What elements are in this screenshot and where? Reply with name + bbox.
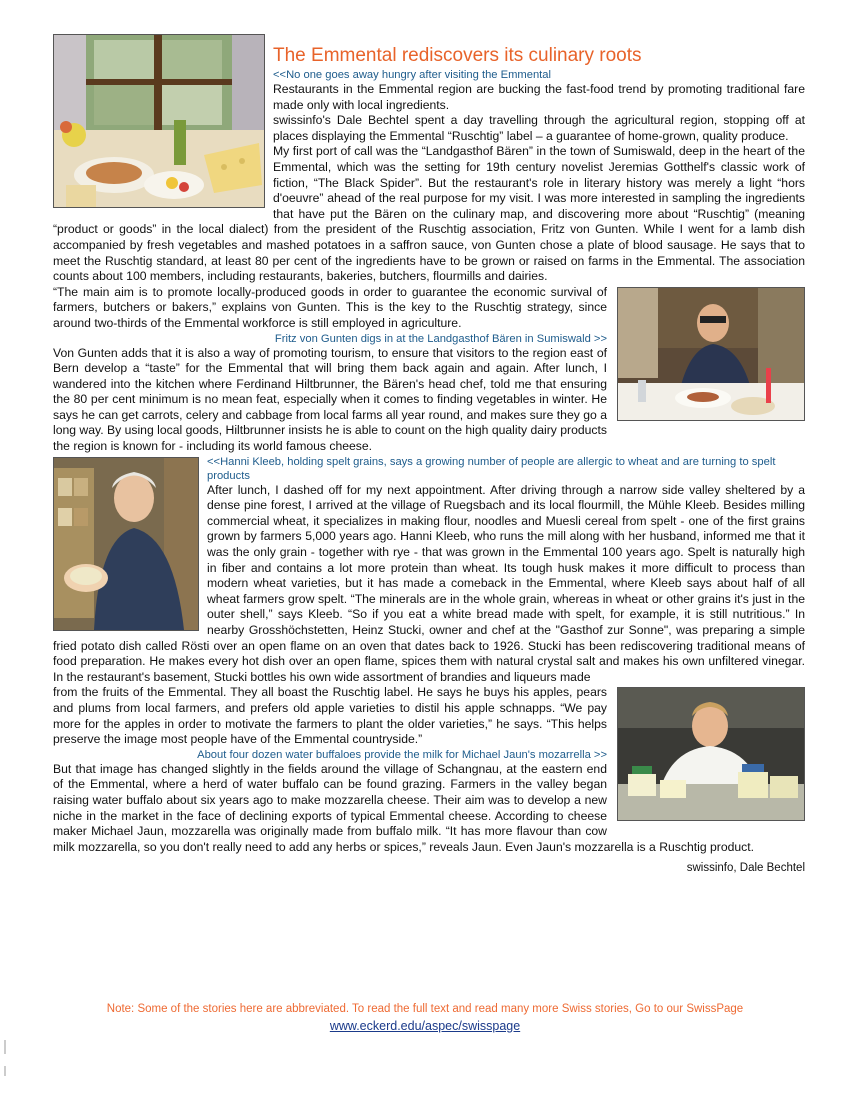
- caption-michael[interactable]: About four dozen water buffaloes provide the milk for Michael Jaun's mozarrella >>: [197, 748, 607, 761]
- footer: [0, 1002, 850, 1035]
- fritz-photo: [617, 287, 805, 421]
- food-table-photo: [53, 34, 265, 208]
- scan-artifact: [4, 1066, 6, 1076]
- article: [53, 34, 805, 877]
- footer-note: Note: Some of the stories here are abbreviated. To read the full text and read many more Swiss stories, Go to our SwissPage: [106, 1003, 744, 1015]
- scan-artifact: [4, 1040, 6, 1054]
- tourism-paragraph: Von Gunten adds that it is also a way of promoting tourism, to ensure that visitors to the region east of Bern develop a “taste” for the Emmental that will bring them back again and again. After lunch, I wandered into the kitchen where Ferdinand Hiltbrunner, the Bären's head chef, told me that ensuring the 80 per cent minimum is no mean feat, especially when it comes to finding vegetables in winter. He says he can get carrots, celery and cabbage from local farms all year round, and makes sure they go a long way. By using local goods, Hiltbrunner insists he is able to count on the high quality dairy products the region is known for - including its world famous cheese.: [53, 345, 607, 454]
- article-kicker[interactable]: <<No one goes away hungry after visiting the Emmental: [273, 69, 551, 81]
- spelt-paragraph: After lunch, I dashed off for my next appointment. After driving through a narrow side valley sheltered by a dense pine forest, I arrived at the village of Ruegsbach and its local flourmill, the Mühle Kleeb. Besides milling commercial wheat, it specializes in making flour, noodles and Muesli cereal from spelt - one of the first grains grown by farmers 5,000 years ago. Hanni Kleeb, who runs the mill along with her husband, informed me that it was the only grain - together with rye - that was grown in the Emmental 100 years ago. Spelt is naturally high in fiber and contains a lot more protein than wheat. Its tough husk makes it more difficult to process than modern wheat varieties, but it has made a comeback in the Emmental, where Kleeb says about half of all wheat farmers grow spelt. “The minerals are in the whole grain, whereas in wheat or other grains it's just in the outer shell,” says Kleeb. “So if you eat a white bread made with spelt, for example, it is still nutritious.” In nearby Grosshöchstetten, Heinz Stucki, owner and chef at the "Gasthof zur Sonne", was preparing a simple fried potato dish called Rösti over an open flame on an oven that dates back to 1926. Stucki has been rediscovering traditional means of food preparation. He makes every hot dish over an open flame, spices them with natural crystal salt and makes his own unfiltered vinegar. In the restaurant's basement, Stucki bottles his own wide assortment of brandies and liqueurs made: [53, 482, 805, 684]
- michael-jaun-image: [618, 688, 804, 820]
- hanni-kleeb-image: [54, 458, 198, 630]
- fritz-von-gunten-image: [618, 288, 804, 420]
- caption-hanni[interactable]: <<Hanni Kleeb, holding spelt grains, says a growing number of people are allergic to wheat and are turning to spelt products: [207, 455, 776, 482]
- swisspage-link[interactable]: www.eckerd.edu/aspec/swisspage: [329, 1019, 521, 1033]
- hanni-photo: [53, 457, 199, 631]
- ruschtig-aim-paragraph: “The main aim is to promote locally-produced goods in order to guarantee the economic survival of farmers, butchers or bakers,” explains von Gunten. This is the key to the Ruschtig strategy, since around two-thirds of the Emmental workforce is still employed in agriculture.: [53, 284, 607, 330]
- article-title: The Emmental rediscovers its culinary roots: [273, 45, 642, 66]
- food-table-image: [54, 35, 264, 207]
- sumiswald-paragraph: My first port of call was the “Landgasthof Bären” in the town of Sumiswald, deep in the heart of the Emmental, which was the setting for 19th century novelist Jeremias Gotthelf's classic work of fiction, “The Black Spider”. But the restaurant's role in literary history was merely a light “hors d'oeuvre” ahead of the real purpose for my visit. I was more interested in sampling the ingredients that have put the Bären on the culinary map, and discovering more about “Ruschtig” (meaning “product or goods” in the local dialect) from the president of the Ruschtig association, Fritz von Gunten. While I went for a lamb dish accompanied by fresh vegetables and mashed potatoes in a saffron sauce, von Gunten chose a plate of blood sausage. He says that to meet the Ruschtig standard, at least 80 per cent of the ingredients have to be grown or raised on farms in the Emmental. The association counts about 100 members, including restaurants, bakeries, butchers, flourmills and dairies.: [53, 144, 805, 284]
- byline-paragraph: swissinfo's Dale Bechtel spent a day travelling through the agricultural region, stopping off at places displaying the Emmental “Ruschtig” label – a guarantee of home-grown, quality produce.: [273, 113, 805, 143]
- intro-paragraph: Restaurants in the Emmental region are bucking the fast-food trend by promoting traditional fare made only with local ingredients.: [273, 82, 805, 112]
- mozzarella-paragraph: But that image has changed slightly in the fields around the village of Schangnau, at the eastern end of the Emmental, where a herd of water buffalo can be found grazing. Farmers in the valley began raising water buffalo about six years ago to make mozzarella cheese. Their aim was to develop a new niche in the market in the face of declining exports of typical Emmental cheese. According to cheese maker Michael Jaun, mozzarella was originally made from buffalo milk. “It has more flavour than cow milk mozzarella, so you don't really need to add any herbs or spices,” reveals Jaun. Even Jaun's mozzarella is a Ruschtig product.: [53, 761, 755, 854]
- schnapps-paragraph: from the fruits of the Emmental. They all boast the Ruschtig label. He says he buys his apples, pears and plums from local farmers, and prefers old apple varieties to distil his apple schnapps. “We pay more for the apples in order to motivate the farmers to plant the older varieties,” he says. “This helps preserve the image most people have of the Emmental countryside.”: [53, 685, 607, 747]
- caption-fritz[interactable]: Fritz von Gunten digs in at the Landgasthof Bären in Sumiswald >>: [274, 332, 607, 345]
- michael-photo: [617, 687, 805, 821]
- byline: swissinfo, Dale Bechtel: [686, 862, 805, 875]
